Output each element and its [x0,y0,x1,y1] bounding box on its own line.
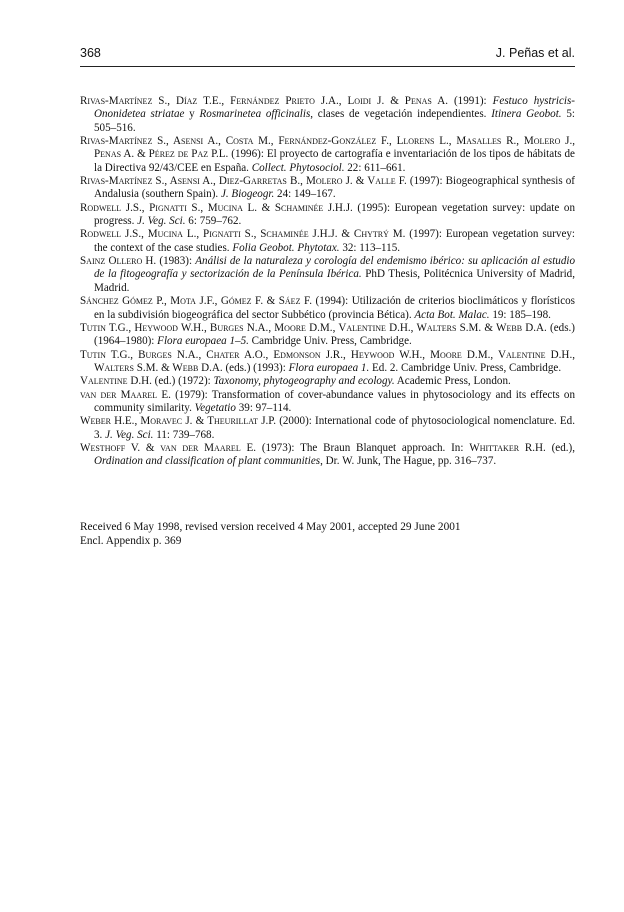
reference-item [80,228,575,255]
ref-text: (ed.) (1972): [151,375,214,388]
ref-text: (1997): Biogeographical synthesis of Andalusia (southern Spain). [94,175,576,201]
ref-authors: Rodwell J.S., Mucina L., Pignatti S., Schaminée J.H.J. & Chytrý M. [80,228,406,241]
ref-title-italic: Rosmarinetea officinalis [199,108,311,121]
ref-journal: J. Veg. Sci. [105,428,154,441]
ref-volume-pages: 32: 113–115. [339,241,401,254]
ref-journal: Folia Geobot. Phytotax. [232,241,340,254]
ref-text: PhD Thesis, Politécnica University of Madrid, Madrid. [94,268,575,294]
ref-authors: van der Maarel E. [80,388,171,401]
ref-journal: Collect. Phytosociol. [251,161,345,174]
ref-text: Academic Press, London. [394,375,511,388]
reference-item [80,322,575,349]
ref-title-italic: Flora europaea 1. [288,361,370,374]
ref-text: (1994): Utilización de criterios bioclimáticos y florísticos en la subdivisión biogeográfica del sector Subbético (provincia Bética). [94,295,576,321]
ref-journal: Vegetatio [194,401,236,414]
reference-list [80,95,575,469]
reference-item [80,389,575,416]
received-dates [80,520,575,548]
ref-authors: Valentine D.H. [80,375,152,388]
ref-journal: J. Biogeogr. [220,188,275,201]
ref-authors: Sánchez Gómez P., Mota J.F., Gómez F. & Sáez F. [80,295,313,308]
ref-text: (1995): European vegetation survey: update on progress. [94,201,575,228]
ref-volume-pages: 24: 149–167. [274,188,336,201]
reference-item [80,295,575,322]
ref-volume-pages: 39: 97–114. [235,401,292,414]
ref-authors: Tutin T.G., Heywood W.H., Burges N.A., Moore D.M., Valentine D.H., Walters S.M. & Webb D.A. [80,321,547,334]
ref-authors: Weber H.E., Moravec J. & Theurillat J.P. [80,415,276,428]
reference-item [80,202,575,229]
ref-text: (ed.), [545,441,575,454]
ref-authors: Rivas-Martínez S., Díaz T.E., Fernández Prieto J.A., Loidi J. & Penas A. [80,95,449,107]
ref-text: , Dr. W. Junk, The Hague, pp. 316–737. [320,455,497,468]
appendix-note: Encl. Appendix p. 369 [80,535,182,547]
ref-title-italic: Festuco hystricis-Ononidetea striatae [94,95,575,121]
ref-volume-pages: 11: 739–768. [153,428,215,441]
ref-text: , clases de vegetación independientes. [310,108,492,121]
ref-text: Ed. 2. Cambridge Univ. Press, Cambridge. [369,361,562,374]
ref-text: (eds.) (1964–1980): [94,321,575,348]
ref-authors: Rivas-Martínez S., Asensi A., Diez-Garretas B., Molero J. & Valle F. [80,175,407,188]
ref-text: (1996): El proyecto de cartografía e inventariación de los tipos de hábitats de la Directiva 92/43/CEE en España. [94,148,575,174]
ref-volume-pages: 22: 611–661. [344,161,406,174]
ref-journal: Itinera Geobot. [491,108,562,121]
reference-item [80,255,575,295]
reference-item [80,349,575,376]
ref-title-italic: Taxonomy, phytogeography and ecology. [213,375,395,388]
ref-authors: Sainz Ollero H. [80,255,157,268]
ref-volume-pages: 19: 185–198. [489,308,551,321]
ref-title-italic: Análisi de la naturaleza y corología del endemismo ibérico: su aplicación al estudio de la fitogeografía y sectorización de la Península Ibérica. [94,255,575,281]
ref-authors: Westhoff V. & van der Maarel E. [80,441,257,454]
running-author: J. Peñas et al. [495,46,575,60]
ref-authors: Rivas-Martínez S., Asensi A., Costa M., Fernández-González F., Llorens L., Masalles R., Molero J., Penas A. & Pérez de Paz P.L. [80,135,575,161]
reference-item [80,175,575,202]
ref-text: (eds.) (1993): [222,361,289,374]
ref-journal: Acta Bot. Malac. [414,308,490,321]
reference-item [80,95,575,135]
ref-editor: Whittaker R.H. [469,441,546,454]
page-number: 368 [80,46,101,60]
ref-text: (2000): International code of phytosociological nomenclature. Ed. 3. [94,415,575,441]
reference-item [80,442,575,469]
ref-title-italic: Flora europaea 1–5. [157,335,249,348]
reference-item [80,375,575,388]
ref-text: (1997): European vegetation survey: the context of the case studies. [94,228,575,254]
ref-journal: J. Veg. Sci. [137,215,186,228]
reference-item [80,135,575,175]
reference-item [80,415,575,442]
ref-volume-pages: 6: 759–762. [185,215,242,228]
ref-volume-pages: 5: 505–516. [94,108,575,134]
ref-text: (1983): [156,255,196,268]
ref-text: (1973): The Braun Blanquet approach. In: [256,441,470,454]
ref-authors: Rodwell J.S., Pignatti S., Mucina L. & Schaminée J.H.J. [80,201,353,214]
ref-text: (1991): [448,95,493,107]
received-line: Received 6 May 1998, revised version received 4 May 2001, accepted 29 June 2001 [80,521,461,533]
ref-text: (1979): Transformation of cover-abundance values in phytosociology and its effects on community similarity. [94,388,575,414]
running-head [80,44,575,67]
ref-text: y [184,108,200,121]
ref-text: Cambridge Univ. Press, Cambridge. [248,335,412,348]
ref-authors: Tutin T.G., Burges N.A., Chater A.O., Edmonson J.R., Heywood W.H., Moore D.M., Valentine D.H., Walters S.M. & Webb D.A. [80,348,575,374]
ref-book-title: Ordination and classification of plant communities [94,455,321,468]
